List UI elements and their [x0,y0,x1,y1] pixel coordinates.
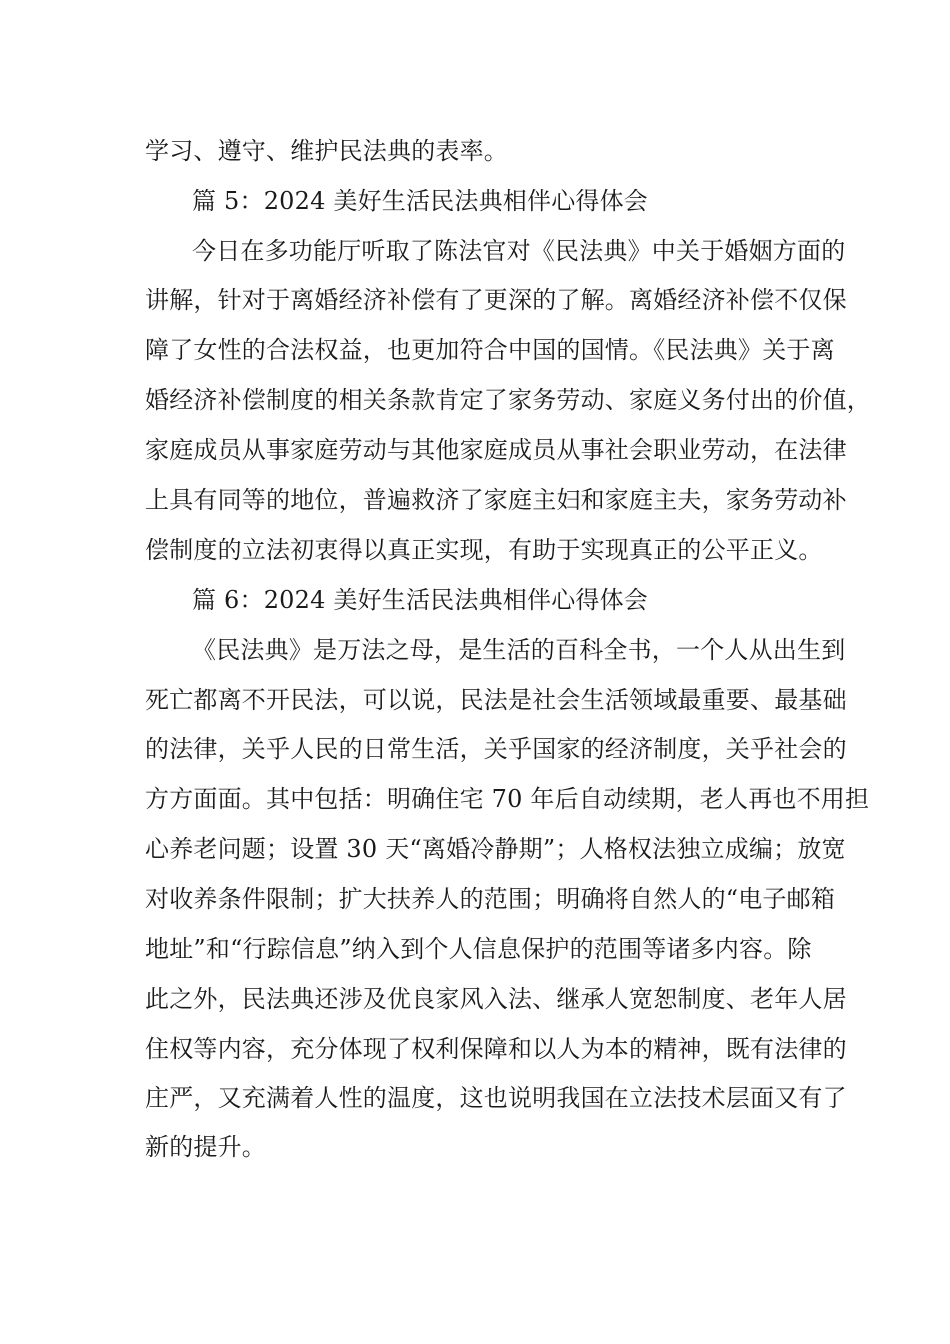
section-heading [0,181,950,221]
text-line [0,530,950,570]
line-text: 障了女性的合法权益，也更加符合中国的国情。《民法典》关于离 [145,336,835,364]
line-text: 偿制度的立法初衷得以真正实现，有助于实现真正的公平正义。 [145,536,823,564]
line-text: 住权等内容，充分体现了权利保障和以人为本的精神，既有法律的 [145,1035,847,1063]
line-text: 心养老问题；设置 30 天“离婚冷静期”；人格权法独立成编；放宽 [145,835,846,863]
line-text: 今日在多功能厅听取了陈法官对《民法典》中关于婚姻方面的 [192,237,846,265]
line-text: 《民法典》是万法之母，是生活的百科全书，一个人从出生到 [192,636,846,664]
text-line [0,380,950,420]
text-line [0,729,950,769]
line-text: 婚经济补偿制度的相关条款肯定了家务劳动、家庭义务付出的价值， [145,386,871,414]
text-line [0,979,950,1019]
text-line [0,879,950,919]
line-text: 死亡都离不开民法，可以说，民法是社会生活领域最重要、最基础 [145,686,847,714]
line-text: 此之外，民法典还涉及优良家风入法、继承人宽恕制度、老年人居 [145,985,847,1013]
text-line [0,1029,950,1069]
line-text: 庄严，又充满着人性的温度，这也说明我国在立法技术层面又有了 [145,1084,847,1112]
text-line [0,630,950,670]
text-line [0,1078,950,1118]
text-line [0,680,950,720]
text-line [0,779,950,819]
text-line [0,480,950,520]
line-text: 上具有同等的地位，普遍救济了家庭主妇和家庭主夫，家务劳动补 [145,486,847,514]
line-text: 家庭成员从事家庭劳动与其他家庭成员从事社会职业劳动，在法律 [145,436,847,464]
text-line [0,1127,950,1167]
text-line [0,131,950,171]
text-line [0,280,950,320]
section-heading [0,580,950,620]
text-line [0,929,950,969]
line-text: 讲解，针对于离婚经济补偿有了更深的了解。离婚经济补偿不仅保 [145,286,847,314]
line-text: 方方面面。其中包括：明确住宅 70 年后自动续期，老人再也不用担 [145,785,870,813]
text-line [0,231,950,271]
line-text: 的法律，关乎人民的日常生活，关乎国家的经济制度，关乎社会的 [145,735,847,763]
text-line [0,430,950,470]
text-line [0,330,950,370]
heading-text: 篇 5：2024 美好生活民法典相伴心得体会 [192,187,649,215]
line-text: 地址”和“行踪信息”纳入到个人信息保护的范围等诸多内容。除 [145,935,812,963]
heading-text: 篇 6：2024 美好生活民法典相伴心得体会 [192,586,649,614]
line-text: 对收养条件限制；扩大扶养人的范围；明确将自然人的“电子邮箱 [145,885,836,913]
line-text: 新的提升。 [145,1133,266,1161]
line-text: 学习、遵守、维护民法典的表率。 [145,137,508,165]
text-line [0,829,950,869]
